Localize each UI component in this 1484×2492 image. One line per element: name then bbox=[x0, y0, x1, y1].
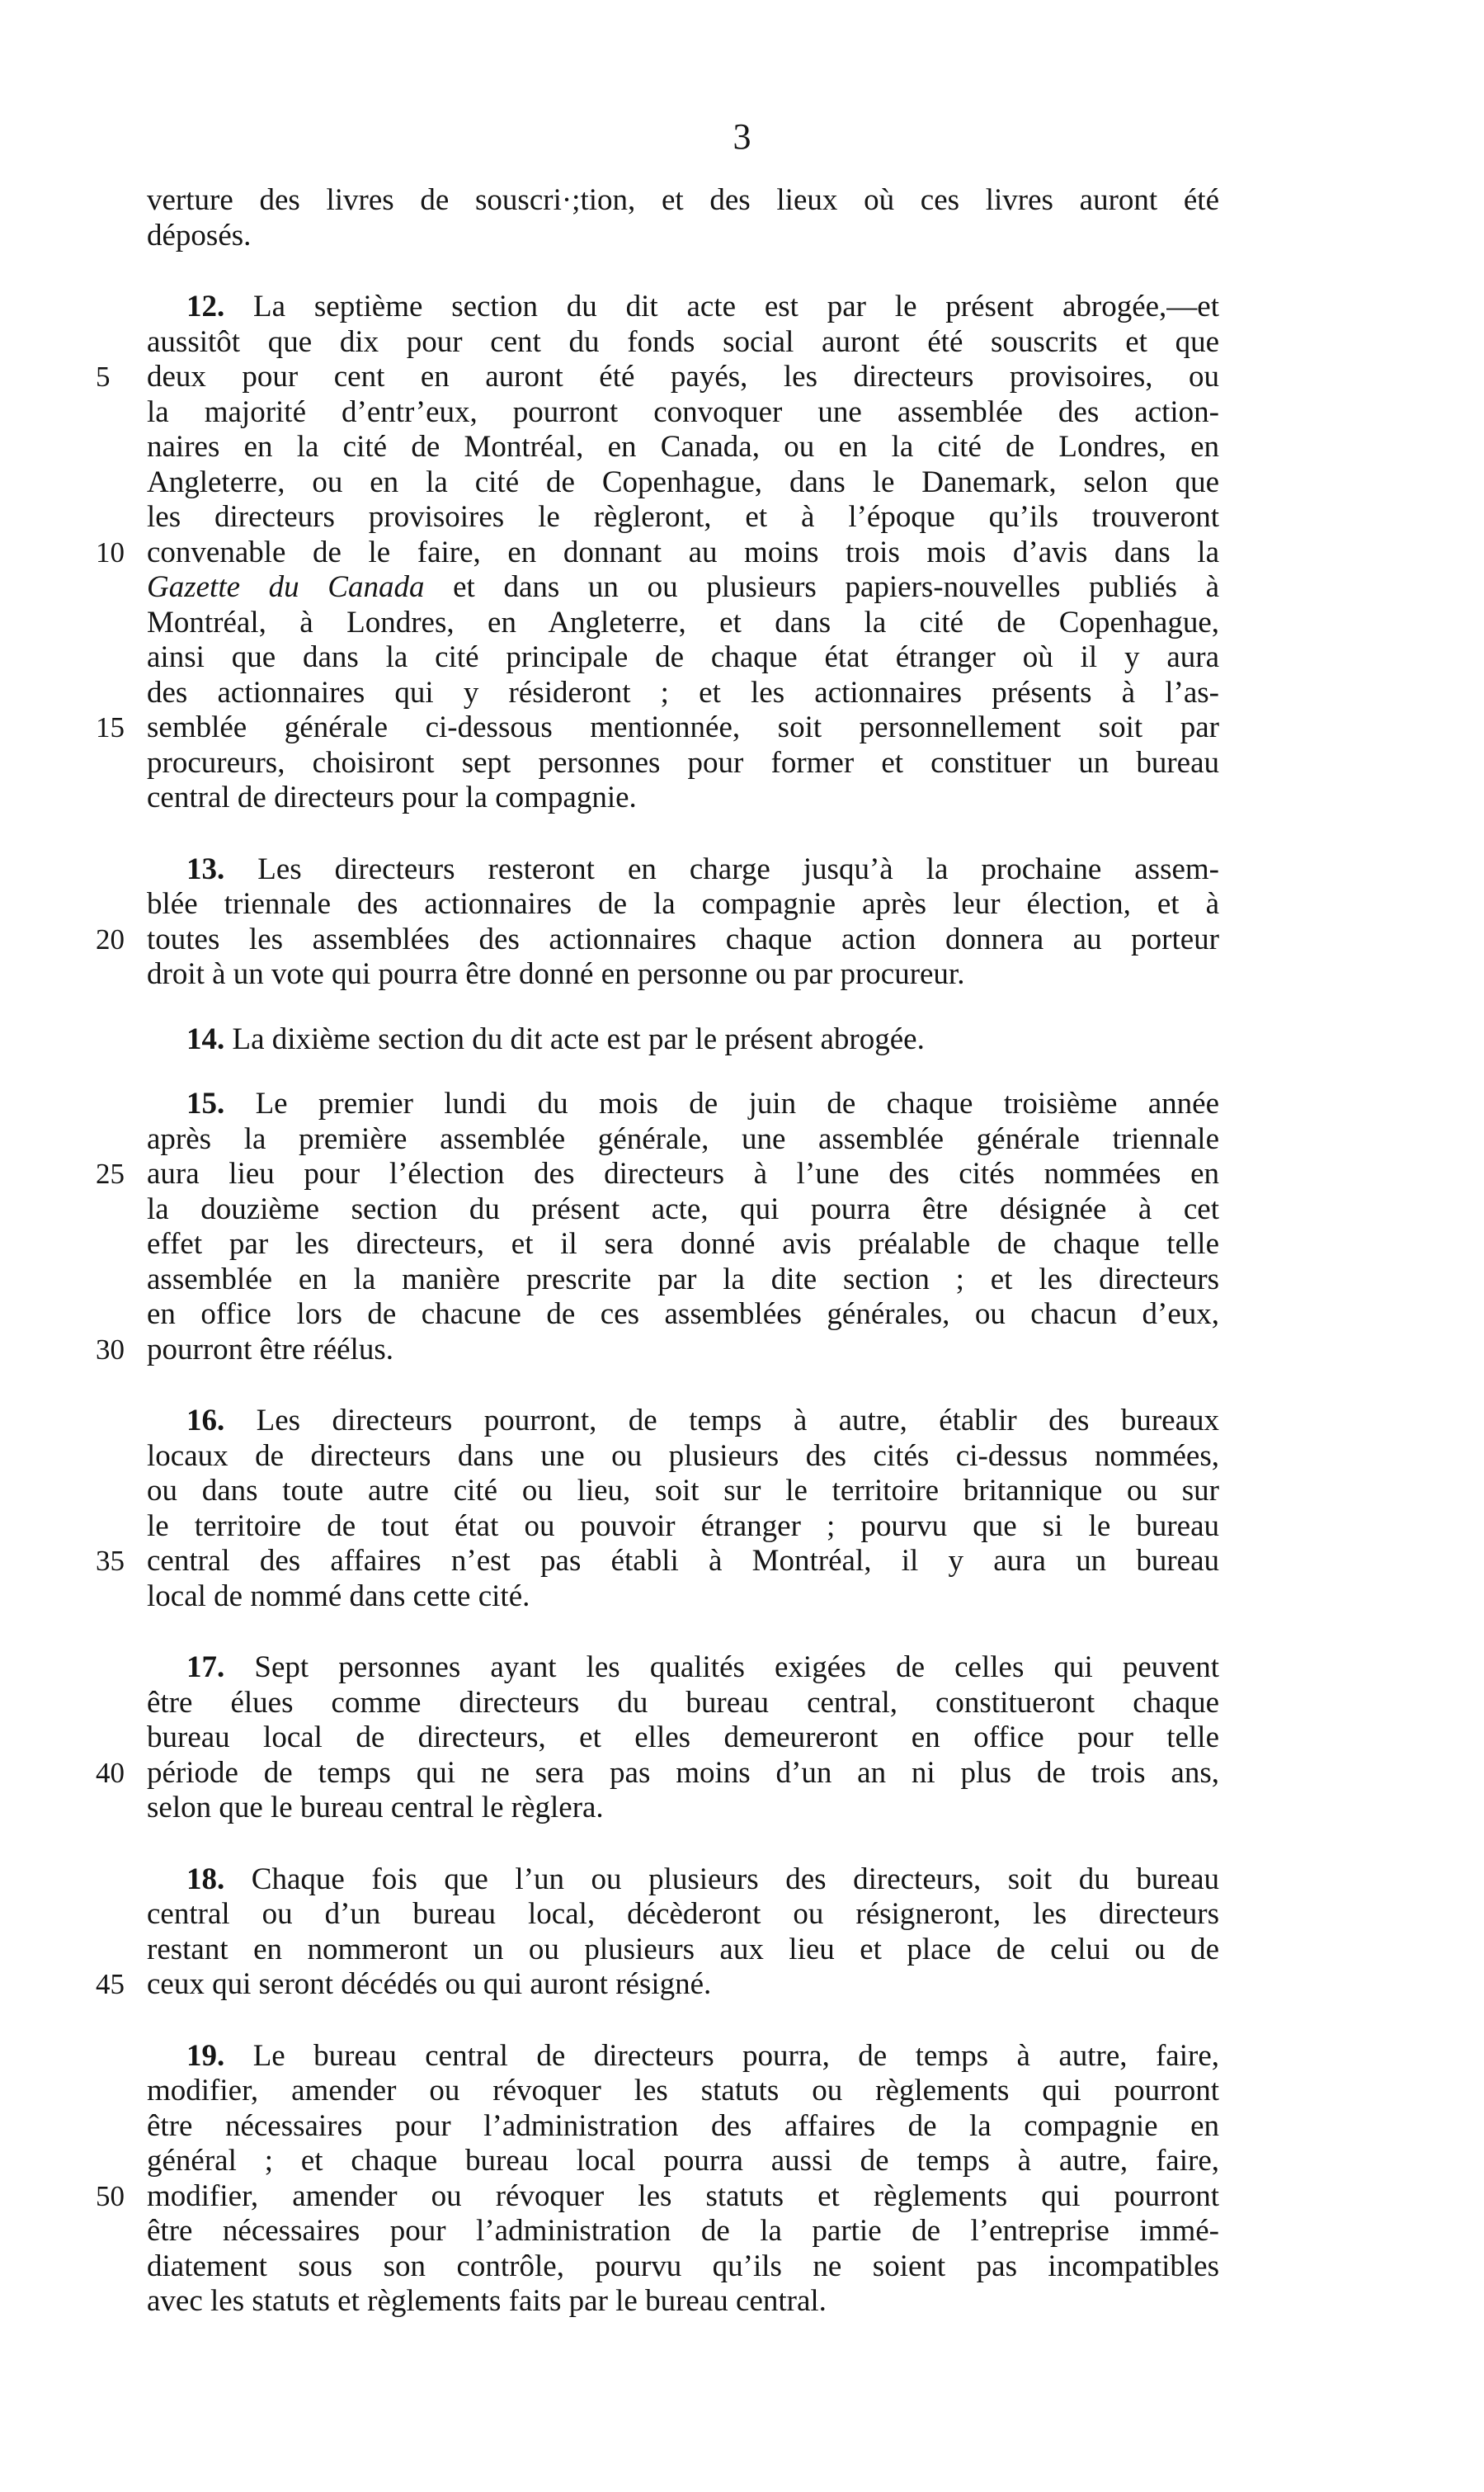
section-number: 15. bbox=[186, 1087, 225, 1121]
text-line: en office lors de chacune de ces assemblées générales, ou chacun d’eux, bbox=[147, 1297, 1219, 1331]
text-line: être nécessaires pour l’administration des affaires de la compagnie en bbox=[147, 2108, 1219, 2143]
section-18 bbox=[96, 1862, 1219, 2003]
text-line: la majorité d’entr’eux, pourront convoquer une assemblée des action- bbox=[147, 394, 1219, 429]
text-line: restant en nommeront un ou plusieurs aux lieu et place de celui ou de bbox=[147, 1932, 1219, 1966]
text-run: Le premier lundi du mois de juin de chaque troisième année bbox=[224, 1087, 1219, 1121]
section-17 bbox=[96, 1650, 1219, 1826]
section-14 bbox=[147, 1022, 1219, 1058]
text-run: Chaque fois que l’un ou plusieurs des directeurs, soit du bureau bbox=[224, 1862, 1219, 1896]
text-line: ou dans toute autre cité ou lieu, soit sur le territoire britannique ou sur bbox=[147, 1474, 1219, 1508]
text-run: Les directeurs pourront, de temps à autre, établir des bureaux bbox=[224, 1404, 1219, 1437]
section-number: 19. bbox=[186, 2038, 225, 2073]
text-line: les directeurs provisoires le règleront, et à l’époque qu’ils trouveront bbox=[147, 500, 1219, 534]
text-line: blée triennale des actionnaires de la compagnie après leur élection, et à bbox=[147, 887, 1219, 921]
text-line: central de directeurs pour la compagnie. bbox=[147, 781, 637, 814]
paragraph-continuation bbox=[147, 183, 1219, 253]
text-run: Sept personnes ayant les qualités exigées de celles qui peuvent bbox=[224, 1650, 1219, 1684]
text-line bbox=[147, 2039, 1219, 2074]
text-run: modifier, amender ou révoquer les statuts et règlements qui pourront bbox=[147, 2178, 1219, 2213]
line-number: 20 bbox=[96, 923, 125, 956]
text-run: Le bureau central de directeurs pourra, de temps à autre, faire, bbox=[224, 2038, 1219, 2073]
text-run: central des affaires n’est pas établi à Montréal, il y aura un bureau bbox=[147, 1544, 1219, 1578]
line-number: 30 bbox=[96, 1333, 125, 1366]
text-line: être élues comme directeurs du bureau central, constitueront chaque bbox=[147, 1685, 1219, 1720]
text-run: semblée générale ci-dessous mentionnée, soit personnellement soit par bbox=[147, 710, 1219, 744]
text-run: ceux qui seront décédés ou qui auront résigné. bbox=[147, 1967, 712, 2001]
text-run: toutes les assemblées des actionnaires chaque action donnera au porteur bbox=[147, 922, 1219, 956]
text-run: deux pour cent en auront été payés, les directeurs provisoires, ou bbox=[147, 360, 1219, 394]
text-line: central ou d’un bureau local, décèderont ou résigneront, les directeurs bbox=[147, 1897, 1219, 1931]
text-run: La septième section du dit acte est par le présent abrogée,—et bbox=[224, 290, 1219, 323]
text-line bbox=[96, 1332, 1219, 1368]
text-run: pourront être réélus. bbox=[147, 1332, 393, 1366]
line-number: 40 bbox=[96, 1756, 125, 1789]
text-run: convenable de le faire, en donnant au moins trois mois d’avis dans la bbox=[147, 535, 1219, 569]
text-line bbox=[96, 1967, 1219, 2003]
section-19 bbox=[96, 2038, 1219, 2320]
text-line bbox=[147, 1650, 1219, 1686]
text-line: selon que le bureau central le règlera. bbox=[147, 1791, 604, 1824]
text-line bbox=[147, 570, 1219, 606]
text-line: général ; et chaque bureau local pourra aussi de temps à autre, faire, bbox=[147, 2144, 1219, 2178]
line-number: 15 bbox=[96, 711, 125, 743]
text-line: après la première assemblée générale, une assemblée générale triennale bbox=[147, 1121, 1219, 1156]
text-line: diatement sous son contrôle, pourvu qu’ils ne soient pas incompatibles bbox=[147, 2249, 1219, 2283]
section-12 bbox=[96, 290, 1219, 816]
text-line bbox=[96, 535, 1219, 571]
text-line bbox=[96, 710, 1219, 746]
text-line bbox=[96, 2178, 1219, 2215]
line-number: 50 bbox=[96, 2179, 125, 2212]
line-number: 35 bbox=[96, 1545, 125, 1577]
text-line: déposés. bbox=[147, 218, 252, 253]
text-line: droit à un vote qui pourra être donné en personne ou par procureur. bbox=[147, 957, 965, 991]
text-line bbox=[96, 922, 1219, 958]
line-number: 45 bbox=[96, 1968, 125, 2000]
section-number: 16. bbox=[186, 1404, 225, 1437]
text-line: verture des livres de souscri·;tion, et des lieux où ces livres auront été bbox=[147, 183, 1219, 217]
text-line: aussitôt que dix pour cent du fonds social auront été souscrits et que bbox=[147, 324, 1219, 359]
text-line: Montréal, à Londres, en Angleterre, et dans la cité de Copenhague, bbox=[147, 605, 1219, 640]
section-16 bbox=[96, 1404, 1219, 1614]
body-text bbox=[96, 183, 1219, 2320]
text-line: bureau local de directeurs, et elles demeureront en office pour telle bbox=[147, 1720, 1219, 1754]
line-number: 10 bbox=[96, 536, 125, 569]
text-line bbox=[147, 290, 1219, 325]
line-number: 5 bbox=[96, 361, 111, 393]
section-15 bbox=[96, 1087, 1219, 1367]
section-number: 18. bbox=[186, 1862, 225, 1896]
gazette-title: Gazette du Canada bbox=[147, 570, 425, 604]
text-line: la douzième section du présent acte, qui pourra être désignée à cet bbox=[147, 1192, 1219, 1226]
text-run: La dixième section du dit acte est par le présent abrogée. bbox=[224, 1022, 925, 1056]
text-line: effet par les directeurs, et il sera donné avis préalable de chaque telle bbox=[147, 1227, 1219, 1261]
text-run: période de temps qui ne sera pas moins d’un an ni plus de trois ans, bbox=[147, 1755, 1219, 1790]
text-line: local de nommé dans cette cité. bbox=[147, 1579, 530, 1613]
text-line: locaux de directeurs dans une ou plusieurs des cités ci-dessus nommées, bbox=[147, 1438, 1219, 1473]
text-line bbox=[96, 1157, 1219, 1192]
text-line: modifier, amender ou révoquer les statuts ou règlements qui pourront bbox=[147, 2074, 1219, 2107]
text-run: Les directeurs resteront en charge jusqu’à la prochaine assem- bbox=[224, 852, 1219, 886]
section-13 bbox=[96, 852, 1219, 993]
text-line: des actionnaires qui y résideront ; et les actionnaires présents à l’as- bbox=[147, 675, 1219, 710]
section-number: 12. bbox=[186, 290, 225, 323]
text-line bbox=[96, 360, 1219, 395]
text-line: naires en la cité de Montréal, en Canada, ou en la cité de Londres, en bbox=[147, 430, 1219, 464]
text-line bbox=[96, 1544, 1219, 1579]
text-line: le territoire de tout état ou pouvoir étranger ; pourvu que si le bureau bbox=[147, 1508, 1219, 1543]
text-run: aura lieu pour l’élection des directeurs à l’une des cités nommées en bbox=[147, 1157, 1219, 1191]
page-number: 3 bbox=[733, 116, 751, 157]
text-line bbox=[147, 1087, 1219, 1122]
text-line: ainsi que dans la cité principale de chaque état étranger où il y aura bbox=[147, 640, 1219, 674]
text-line: avec les statuts et règlements faits par le bureau central. bbox=[147, 2284, 827, 2318]
text-line bbox=[147, 852, 1219, 888]
text-line: Angleterre, ou en la cité de Copenhague, dans le Danemark, selon que bbox=[147, 465, 1219, 499]
text-line bbox=[96, 1755, 1219, 1791]
text-run: et dans un ou plusieurs papiers-nouvelles publiés à bbox=[424, 570, 1219, 604]
text-line: être nécessaires pour l’administration de la partie de l’entreprise immé- bbox=[147, 2214, 1219, 2248]
text-line bbox=[147, 1404, 1219, 1439]
text-line: assemblée en la manière prescrite par la dite section ; et les directeurs bbox=[147, 1262, 1219, 1296]
section-number: 13. bbox=[186, 852, 225, 886]
text-line bbox=[147, 1022, 1219, 1058]
section-number: 17. bbox=[186, 1650, 225, 1684]
text-line: procureurs, choisiront sept personnes pour former et constituer un bureau bbox=[147, 745, 1219, 780]
line-number: 25 bbox=[96, 1158, 125, 1190]
text-line bbox=[147, 1862, 1219, 1898]
section-number: 14. bbox=[186, 1022, 225, 1056]
